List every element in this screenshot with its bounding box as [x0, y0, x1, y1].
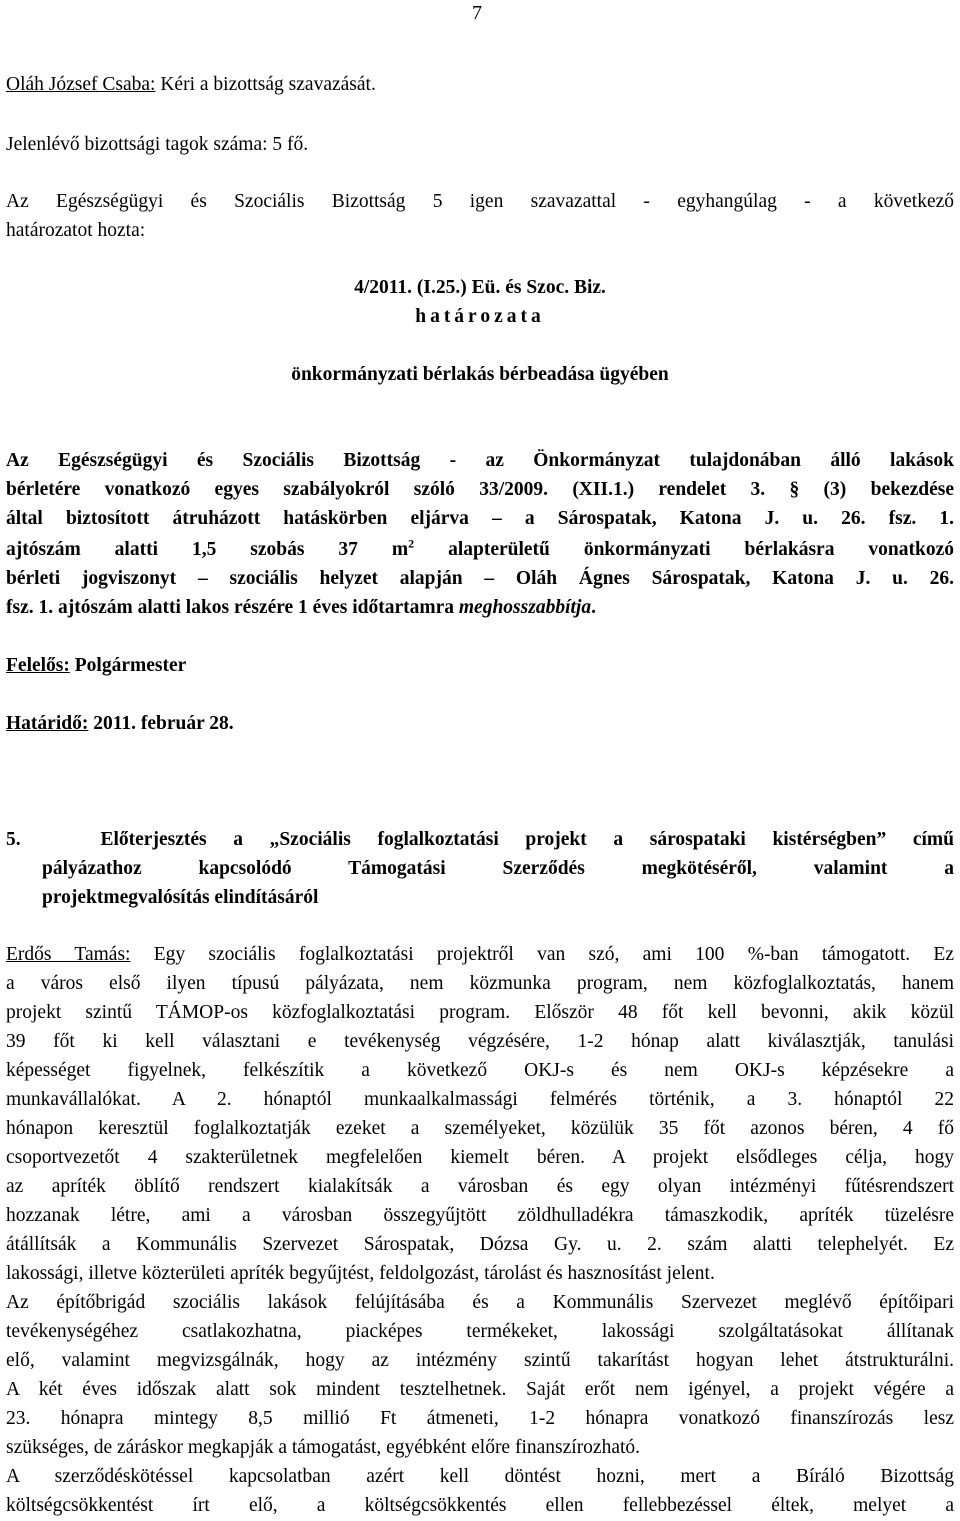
body-line-3: projekt szintű TÁMOP-os közfoglalkoztatási program. Először 48 főt kell bevonni, akik közül	[6, 1002, 954, 1023]
body-line-1: Erdős Tamás: Egy szociális foglalkoztatási projektről van szó, ami 100 %-ban támogatott. Ez	[6, 944, 954, 965]
resolution-word: határozata	[415, 306, 545, 327]
resolution-line-1: Az Egészségügyi és Szociális Bizottság - az Önkormányzat tulajdonában álló lakások	[6, 450, 954, 471]
body-line-9: az apríték öblítő rendszert kialakítsák a városban és egy olyan intézményi fűtésrendszert	[6, 1176, 954, 1197]
body-line-17: 23. hónapra mintegy 8,5 millió Ft átmeneti, 1-2 hónapra vonatkozó finanszírozás lesz	[6, 1408, 954, 1429]
body-line-12: lakossági, illetve közterületi apríték begyűjtést, feldolgozást, tárolást és hasznosítást jelent.	[6, 1263, 715, 1284]
body-line-10: hozzanak létre, ami a városban összegyűjtött zöldhulladékra támaszkodik, apríték tüzelésre	[6, 1205, 954, 1226]
speaker-name: Oláh József Csaba:	[6, 74, 156, 95]
resolution-line-4: ajtószám alatti 1,5 szobás 37 $m^2$ alapterületű önkormányzati bérlakásra vonatkozó	[6, 536, 954, 560]
body-line-14: tevékenységéhez csatlakozhatna, piacképes termékeket, lakossági szolgáltatásokat állítanak	[6, 1321, 954, 1342]
present-members: Jelenlévő bizottsági tagok száma: 5 fő.	[6, 134, 309, 155]
item5-title-line-1: 5. Előterjesztés a „Szociális foglalkoztatási projekt a sárospataki kistérségben” című	[6, 829, 954, 850]
body-line-8: csoportvezetőt 4 szakterületnek megfelelően kiemelt béren. A projekt elsődleges célja, hogy	[6, 1147, 954, 1168]
body-line-5: képességet figyelnek, felkészítik a következő OKJ-s és nem OKJ-s képzésekre a	[6, 1060, 954, 1081]
resolution-line-3: által biztosított átruházott hatáskörben eljárva – a Sárospatak, Katona J. u. 26. fsz. 1.	[6, 508, 954, 529]
speaker-erdos: Erdős Tamás:	[6, 944, 131, 965]
speaker-line-olah	[6, 74, 376, 96]
resolution-line-5: bérleti jogviszonyt – szociális helyzet alapján – Oláh Ágnes Sárospatak, Katona J. u. 26.	[6, 568, 954, 589]
resolution-number: 4/2011. (I.25.) Eü. és Szoc. Biz.	[354, 277, 606, 298]
item5-title-line-3: projektmegvalósítás elindításáról	[42, 887, 319, 908]
body-line-16: A két éves időszak alatt sok mindent tesztelhetnek. Saját erőt nem igényel, a projekt végére a	[6, 1379, 954, 1400]
body-line-6: munkavállalókat. A 2. hónaptól munkaalkalmassági felmérés történik, a 3. hónaptól 22	[6, 1089, 954, 1110]
body-line-13: Az építőbrigád szociális lakások felújításába és a Kommunális Szervezet meglévő építőipari	[6, 1292, 954, 1313]
body-line-7: hónapon keresztül foglalkoztatják ezeket a személyeket, közülük 35 főt azonos béren, 4 fő	[6, 1118, 954, 1139]
body-line-18: szükséges, de záráskor megkapják a támogatást, egyébként előre finanszírozható.	[6, 1437, 641, 1458]
item5-title-line-2: pályázathoz kapcsolódó Támogatási Szerződés megkötéséről, valamint a	[42, 858, 954, 879]
page-number: 7	[472, 2, 482, 24]
vote-line-1: Az Egészségügyi és Szociális Bizottság 5 igen szavazattal - egyhangúlag - a következő	[6, 191, 954, 212]
body-line-2: a város első ilyen típusú pályázata, nem közmunka program, nem közfoglalkoztatás, hanem	[6, 973, 954, 994]
deadline-line: Határidő: 2011. február 28.	[6, 713, 234, 734]
speaker-text: Kéri a bizottság szavazását.	[155, 74, 376, 95]
resolution-line-6: fsz. 1. ajtószám alatti lakos részére 1 éves időtartamra meghosszabbítja.	[6, 597, 596, 618]
resolution-subject: önkormányzati bérlakás bérbeadása ügyében	[291, 364, 669, 385]
resolution-line-2: bérletére vonatkozó egyes szabályokról szóló 33/2009. (XII.1.) rendelet 3. § (3) bekezdése	[6, 479, 954, 500]
vote-line-2: határozatot hozta:	[6, 220, 146, 241]
body-line-19: A szerződéskötéssel kapcsolatban azért kell döntést hozni, mert a Bíráló Bizottság	[6, 1466, 954, 1487]
body-line-11: átállítsák a Kommunális Szervezet Sárospatak, Dózsa Gy. u. 2. szám alatti telephelyét. Ez	[6, 1234, 954, 1255]
body-line-15: elő, valamint megvizsgálnák, hogy az intézmény szintű takarítást hogyan lehet átstrukturálni.	[6, 1350, 954, 1371]
body-line-20: költségcsökkentést írt elő, a költségcsökkentés ellen fellebbezéssel éltek, melyet a	[6, 1495, 954, 1516]
responsible-line: Felelős: Polgármester	[6, 655, 187, 676]
body-line-4: 39 főt ki kell választani e tevékenység végzésére, 1-2 hónap alatt kiválasztják, tanulási	[6, 1031, 954, 1052]
